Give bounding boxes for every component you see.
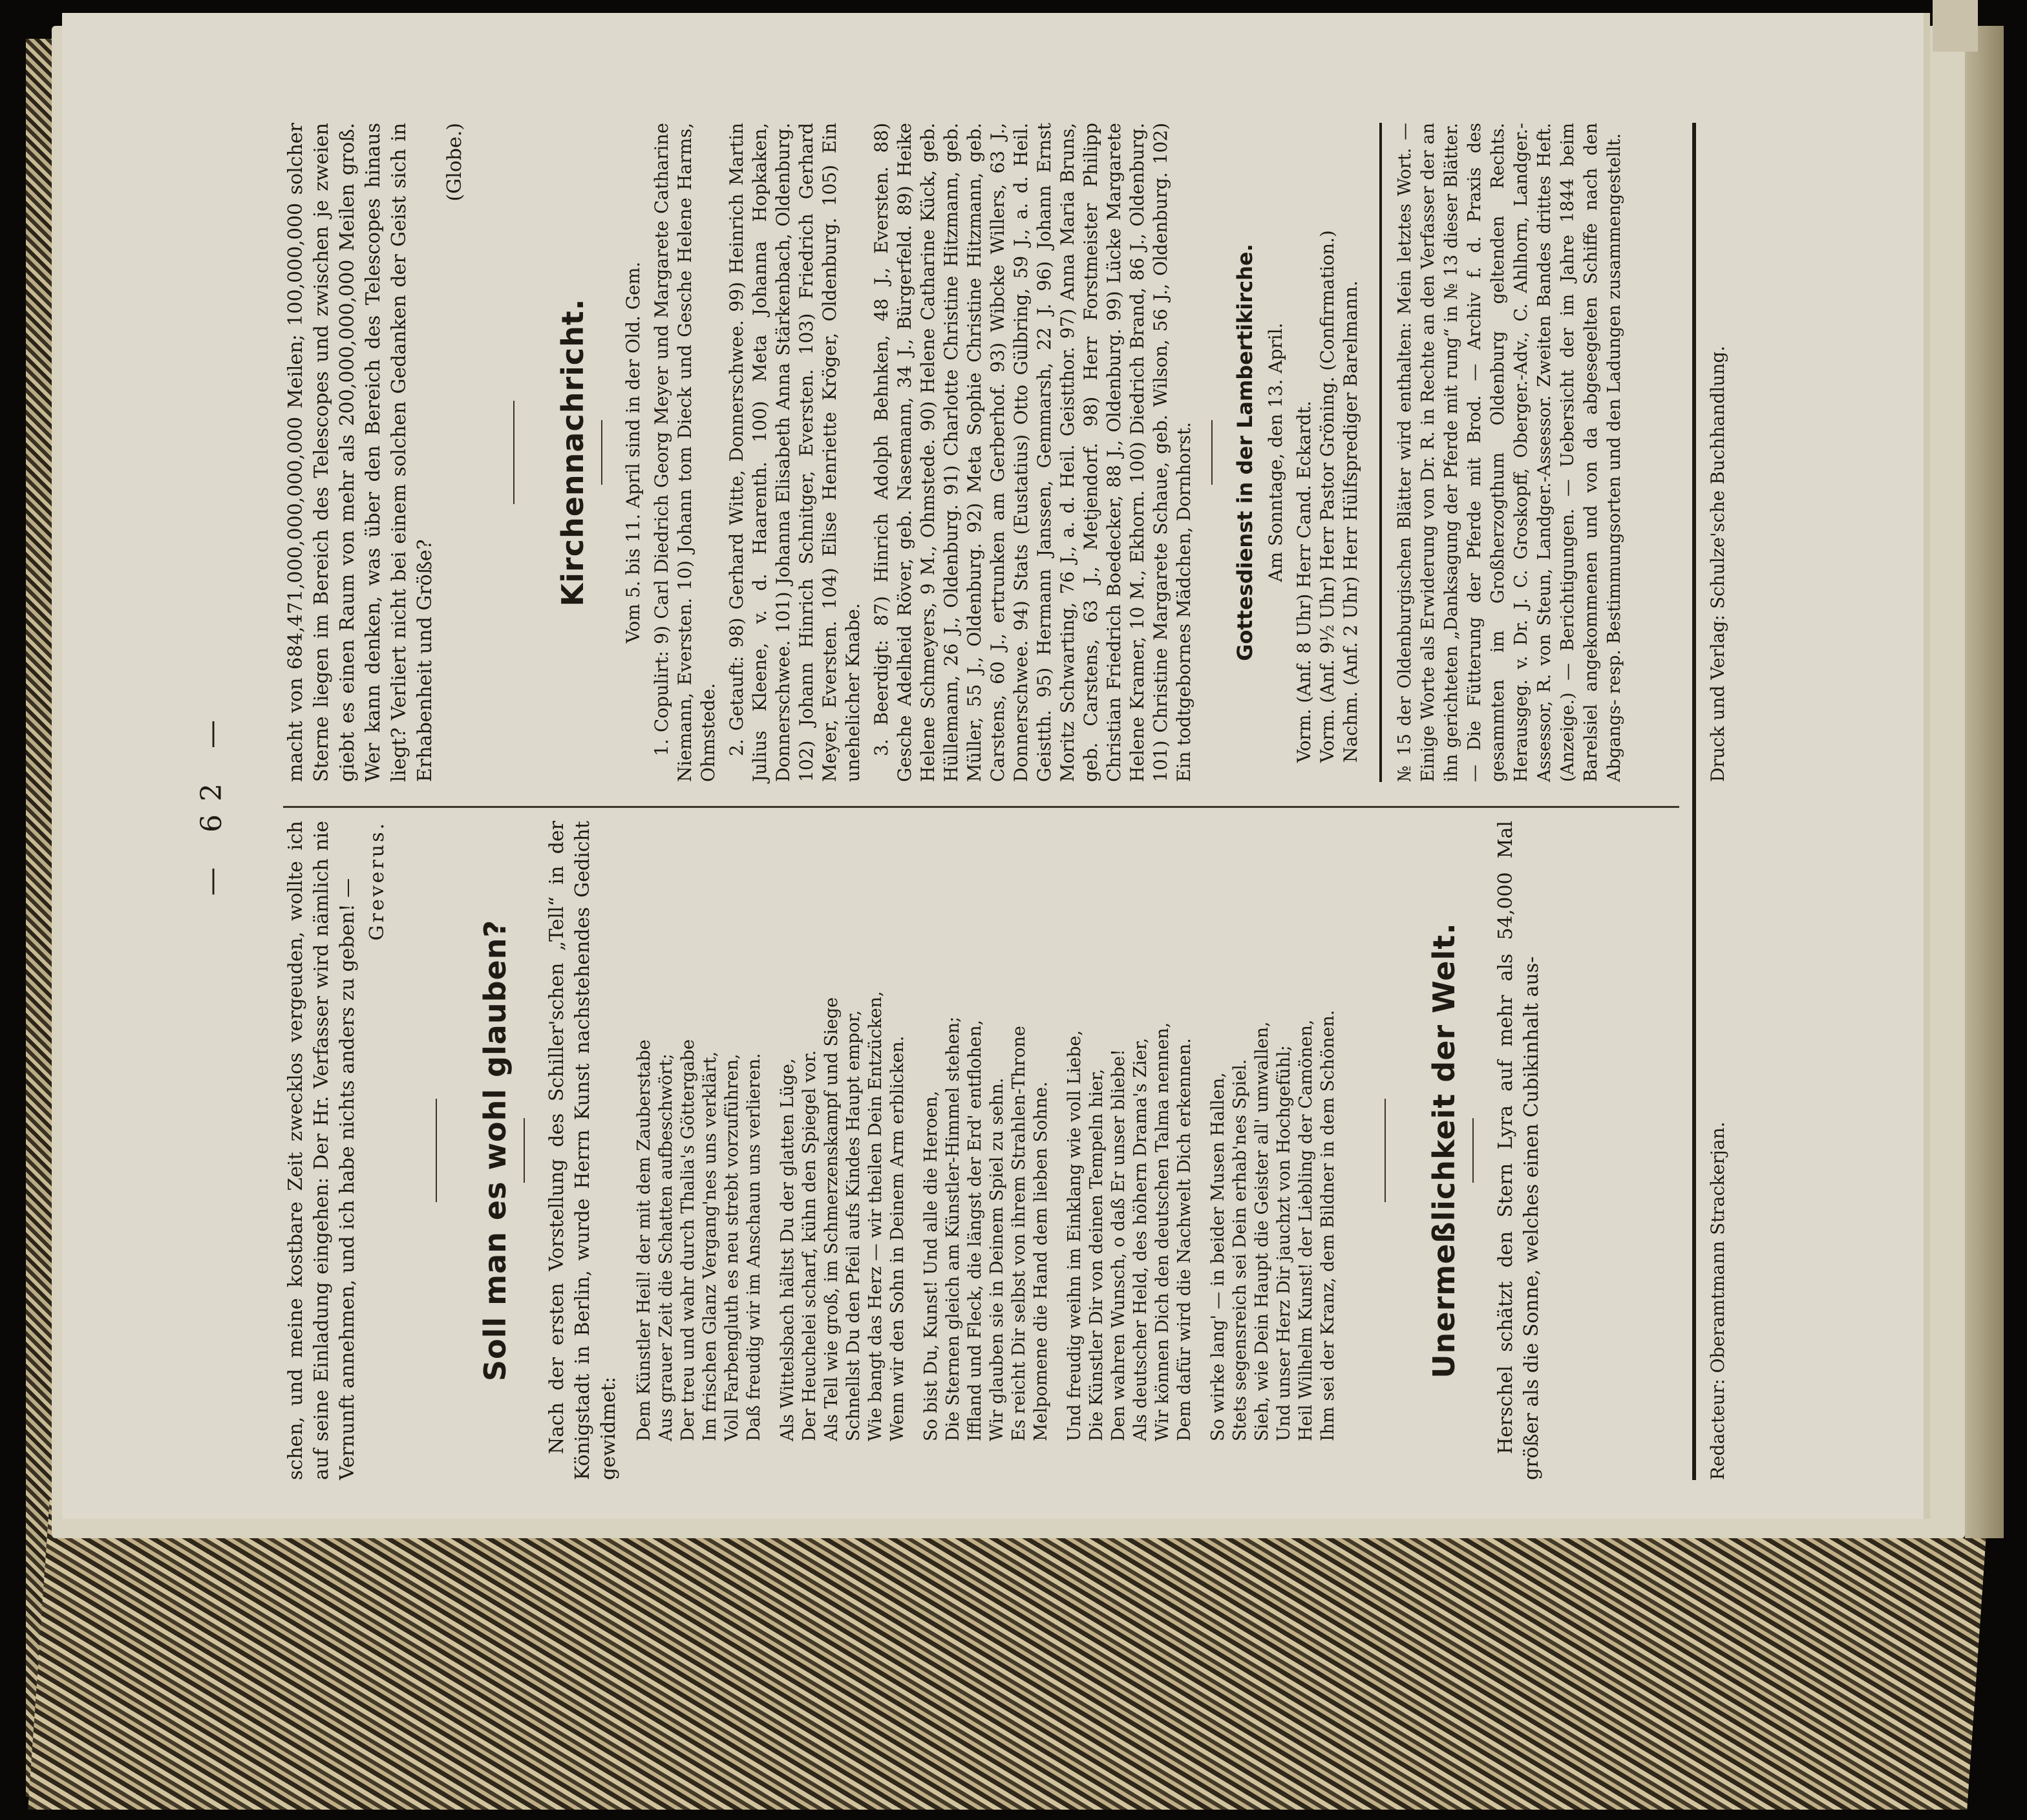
poem-line: Die Künstler Dir von deinen Tempeln hier, bbox=[1087, 1068, 1107, 1441]
right-column bbox=[283, 123, 1626, 782]
poem-line: Heil Wilhelm Kunst! der Liebling der Camönen, bbox=[1296, 1019, 1316, 1441]
article-title: Soll man es wohl glauben? bbox=[478, 919, 513, 1382]
service-line: Vorm. (Anf. 8 Uhr) Herr Cand. Eckardt. bbox=[1293, 401, 1315, 763]
poem-line: So wirke lang' — in beider Musen Hallen, bbox=[1208, 1072, 1228, 1441]
service-title: Gottesdienst in der Lambertikirche. bbox=[1233, 244, 1257, 661]
poem-line: Im frischen Glanz Vergang'nes uns verklärt, bbox=[700, 1051, 720, 1441]
poem-line: So bist Du, Kunst! Und alle die Heroen, bbox=[921, 1090, 941, 1441]
page-number: — 62 — bbox=[195, 707, 228, 896]
title-rule bbox=[524, 1118, 525, 1183]
printed-page bbox=[173, 78, 1854, 1525]
poem-line: Ihm sei der Kranz, dem Bildner in dem Schönen. bbox=[1318, 1010, 1338, 1441]
poem-stanza bbox=[1064, 821, 1196, 1441]
poem-line: Sieh, wie Dein Haupt die Geister all' umwallen, bbox=[1252, 1021, 1272, 1441]
poem-line: Wenn wir den Sohn in Deinem Arm erblicken. bbox=[887, 1035, 907, 1441]
book-cover-board bbox=[28, 1499, 1989, 1810]
poem-line: Die Sternen gleich am Künstler-Himmel stehen; bbox=[943, 1016, 963, 1441]
editor-credit: Redacteur: Oberamtmann Strackerjan. bbox=[1707, 1121, 1728, 1480]
poem-stanza bbox=[777, 821, 909, 1441]
article-text: Herschel schätzt den Stern Lyra auf mehr als 54,000 Mal größer als die Sonne, welches einen Cubikinhalt aus- bbox=[1494, 821, 1543, 1480]
poem-line: Aus grauer Zeit die Schatten aufbeschwört; bbox=[656, 1053, 676, 1441]
baptisms-entry: 2. Getauft: 98) Gerhard Witte, Donnerschwee. 99) Heinrich Martin Julius Kleene, v. d. Haarenth. 100) Meta Johanna Hopkaken, Donnerschwee. 101) Johanna Elisabeth Anna Stärkenbach, Oldenburg. 102) Johann Hinrich Schnitger, Eversten. 103) Friedrich Gerhard Meyer, Eversten. 104) Elise Henriette Kröger, Oldenburg. 105) Ein unehelicher Knabe. bbox=[726, 123, 864, 782]
section-divider bbox=[1385, 1099, 1386, 1202]
page-corner bbox=[1933, 0, 1978, 52]
service-date: Am Sonntage, den 13. April. bbox=[1265, 323, 1286, 582]
poem-line: Daß freudig wir im Anschaun uns verlieren. bbox=[744, 1053, 764, 1441]
column-divider bbox=[283, 806, 1679, 808]
poem-line: Wir können Dich den deutschen Talma nennen, bbox=[1152, 1022, 1173, 1441]
service-line: Vorm. (Anf. 9½ Uhr) Herr Pastor Gröning. (Confirmation.) bbox=[1317, 230, 1338, 763]
poem-line: Als Tell wie groß, im Schmerzenskampf und Siege bbox=[822, 997, 842, 1441]
poem-line: Stets segensreich sei Dein erhab'nes Spiel. bbox=[1230, 1059, 1250, 1441]
poem-line: Der treu und wahr durch Thalia's Göttergabe bbox=[678, 1039, 698, 1441]
article-intro: Nach der ersten Vorstellung des Schiller'schen „Tell“ in der Königstadt in Berlin, wurde Herrn Kunst nachstehendes Gedicht gewidmet: bbox=[546, 821, 620, 1480]
burials-entry: 3. Beerdigt: 87) Hinrich Adolph Behnken, 48 J., Eversten. 88) Gesche Adelheid Röver, geb. Nasemann, 34 J., Bürgerfeld. 89) Heike Helene Schmeyers, 9 M., Ohmstede. 90) Helene Catharine Kück, geb. Hüllemann, 26 J., Oldenburg. 91) Charlotte Christine Hitzmann, geb. Müller, 55 J., Oldenburg. 92) Meta Sophie Christine Hitzmann, geb. Carstens, 60 J., ertrunken am Gerberhof. 93) Wibcke Willers, 63 J., Donnerschwee. 94) Stats (Eustatius) Otto Gülbring, 59 J., a. d. Heil. Geistth. 95) Hermann Janssen, Gemmarsh, 22 J. 96) Johann Ernst Moritz Schwarting, 76 J., a. d. Heil. Geistthor. 97) Anna Maria Bruns, geb. Carstens, 63 J., Metjendorf. 98) Herr Forstmeister Philipp Christian Friedrich Boedecker, 88 J., Oldenburg. 99) Lücke Margarete Helene Kramer, 10 M., Ekhorn. 100) Diedrich Brand, 86 J., Oldenburg. 101) Christine Margarete Schaue, geb. Wilson, 56 J., Oldenburg. 102) Ein todtgebornes Mädchen, Dornhorst. bbox=[871, 123, 1194, 782]
poem-line: Schnellst Du den Pfeil aufs Kindes Haupt empor, bbox=[844, 1010, 864, 1441]
poem-line: Wie bangt das Herz — wir theilen Dein Entzücken, bbox=[865, 991, 886, 1441]
poem-line: Melpomene die Hand dem lieben Sohne. bbox=[1031, 1081, 1051, 1441]
poem-line: Dem Künstler Heil! der mit dem Zauberstabe bbox=[634, 1039, 654, 1441]
poem-line: Und freudig weihn im Einklang wie voll Liebe, bbox=[1065, 1030, 1085, 1441]
source-credit: (Globe.) bbox=[443, 123, 466, 202]
section-divider bbox=[1211, 420, 1213, 485]
continued-text: schen, und meine kostbare Zeit zwecklos vergeuden, wollte ich auf seine Einladung eingehen: Der Hr. Verfasser wird nämlich nie Vernunft annehmen, und ich habe nichts anders zu geben! — bbox=[284, 821, 359, 1480]
poem-stanza bbox=[1207, 821, 1339, 1441]
church-news-title: Kirchennachricht. bbox=[555, 298, 590, 607]
church-news-intro: Vom 5. bis 11. April sind in der Old. Gem. bbox=[622, 261, 644, 644]
poem-stanza bbox=[633, 821, 765, 1441]
article-title: Unermeßlichkeit der Welt. bbox=[1427, 922, 1461, 1379]
author-signature: Greverus. bbox=[366, 821, 388, 941]
title-rule bbox=[1472, 1118, 1474, 1183]
poem-line: Dem dafür wird die Nachwelt Dich erkennen. bbox=[1174, 1038, 1194, 1441]
poem-line: Und unser Herz Dir jauchzt von Hochgefühl; bbox=[1274, 1045, 1294, 1441]
poem-line: Voll Farbengluth es neu strebt vorzuführen, bbox=[722, 1053, 742, 1441]
left-column bbox=[283, 821, 1549, 1480]
section-divider bbox=[436, 1099, 437, 1202]
poem-line: Als Wittelsbach hältst Du der glatten Lüge, bbox=[778, 1058, 798, 1441]
poem-line: Als deutscher Held, des höhern Drama's Zier, bbox=[1130, 1037, 1151, 1441]
next-issue-notice: № 15 der Oldenburgischen Blätter wird enthalten: Mein letztes Wort. — Einige Worte als Erwiderung von Dr. R. in Rechte an den Verfasser der an ihn gerichteten „Danksagung der Pferde mit rung“ in № 13 dieser Blätter. — Die Fütterung der Pferde mit Brod. — Archiv f. d. Praxis des gesammten im Großherzogthum Oldenburg geltenden Rechts. Herausgeg. v. Dr. J. C. Groskopff, Oberger.-Adv., C. Ahlhorn, Landger.-Assessor, R. von Steun, Landger.-Assessor. Zweiten Bandes drittes Heft. (Anzeige.) — Berichtigungen. — Uebersicht der im Jahre 1844 beim Barelsiel angekommenen und von da abgesegelten Schiffe nach den Abgangs- resp. Bestimmungsorten und den Ladungen zusammengestellt. bbox=[1379, 123, 1626, 782]
poem-line: Den wahren Wunsch, o daß Er unser bliebe! bbox=[1109, 1049, 1129, 1441]
poem-stanza bbox=[920, 821, 1052, 1441]
poem-line: Es reicht Dir selbst von ihrem Strahlen-Throne bbox=[1009, 1026, 1029, 1441]
section-divider bbox=[513, 401, 515, 504]
service-line: Nachm. (Anf. 2 Uhr) Herr Hülfsprediger Barelmann. bbox=[1340, 280, 1361, 763]
poem-line: Wir glauben sie in Deinem Spiel zu sehn. bbox=[987, 1077, 1007, 1441]
page-edges-right bbox=[1965, 26, 2004, 1538]
poem-line: Der Heuchelei scharf, kühn den Spiegel vor. bbox=[800, 1050, 820, 1441]
continued-text: macht von 684,471,000,000,000,000 Meilen; 100,000,000 solcher Sterne liegen im Bereich des Telescopes und zwischen je zweien giebt es einen Raum von mehr als 200,000,000,000 Meilen groß. Wer kann denken, was über den Bereich des Telescopes hinaus liegt? Verliert nicht bei einem solchen Gedanken der Geist sich in Erhabenheit und Größe? bbox=[284, 123, 436, 782]
poem-line: Iffland und Fleck, die längst der Erd' entflohen, bbox=[965, 1019, 985, 1441]
printer-credit: Druck und Verlag: Schulze'sche Buchhandlung. bbox=[1707, 345, 1728, 782]
title-rule bbox=[601, 420, 602, 485]
marriages-entry: 1. Copulirt: 9) Carl Diedrich Georg Meyer und Margarete Catharine Niemann, Eversten. 10) Johann tom Dieck und Gesche Helene Harms, Ohmstede. bbox=[651, 123, 719, 782]
footer-rule bbox=[1692, 123, 1696, 1480]
